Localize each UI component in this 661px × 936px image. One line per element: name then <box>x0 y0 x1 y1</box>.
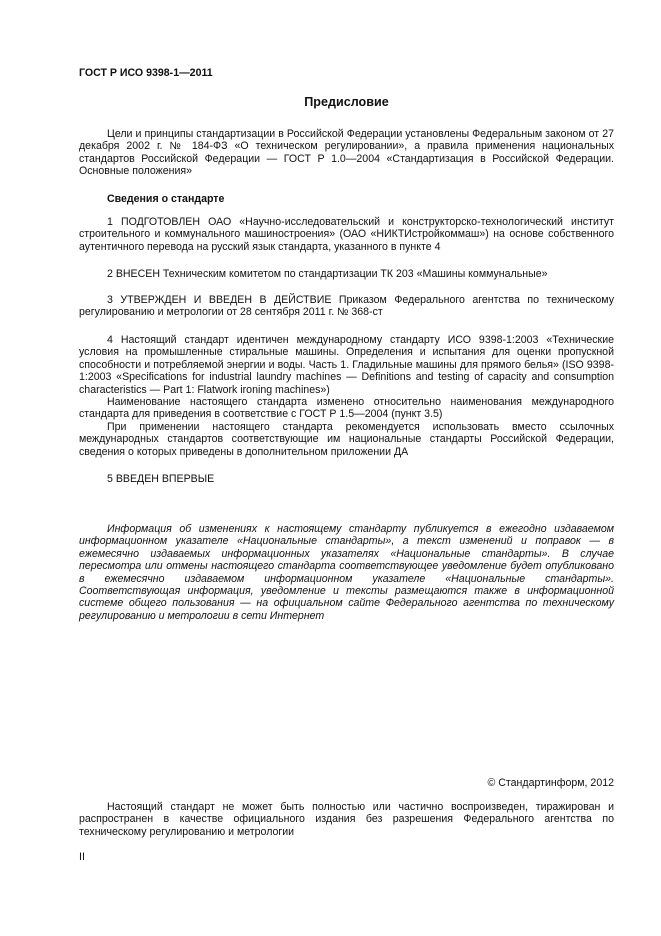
item-5-block <box>79 473 614 485</box>
info-notice-paragraph: Информация об изменениях к настоящему стандарту публикуется в ежегодно издаваемом информационном указателе «Национальные стандарты», а текст изменений и поправок — в ежемесячно издаваемых информационных указателях «Национальные стандарты». В случае пересмотра или отмены настоящего стандарта соответствующее уведомление будет опубликовано в ежемесячно издаваемом информационном указателе «Национальные стандарты». Соответствующая информация, уведомление и тексты размещаются также в информационной системе общего пользования — на официальном сайте Федерального агентства по техническому регулированию и метрологии в сети Интернет <box>79 523 614 622</box>
item-4-paragraph: 4 Настоящий стандарт идентичен международному стандарту ИСО 9398-1:2003 «Технические условия на промышленные стиральные машины. Определения и испытания для оценки пропускной способности и потребляемой энергии и воды. Часть 1. Гладильные машины для прямого белья» (ISO 9398-1:2003 «Specifications for industrial laundry machines — Definitions and testing of capacity and consumption characteristics — Part 1: Flatwork ironing machines») <box>79 334 614 396</box>
reproduction-notice-paragraph: Настоящий стандарт не может быть полностью или частично воспроизведен, тиражирован и распространен в качестве официального издания без разрешения Федерального агентства по техническому регулированию и метрологии <box>79 801 614 838</box>
info-notice-block <box>79 523 614 622</box>
item-4-block <box>79 334 614 458</box>
item-3-paragraph: 3 УТВЕРЖДЕН И ВВЕДЕН В ДЕЙСТВИЕ Приказом Федерального агентства по техническому регулированию и метрологии от 28 сентября 2011 г. № 368-ст <box>79 294 614 319</box>
item-1-block <box>79 216 614 253</box>
item-5-paragraph: 5 ВВЕДЕН ВПЕРВЫЕ <box>107 473 215 485</box>
document-id-header: ГОСТ Р ИСО 9398-1—2011 <box>79 67 213 79</box>
item-4-name-note: Наименование настоящего стандарта изменено относительно наименования международного стандарта для приведения в соответствие с ГОСТ Р 1.5—2004 (пункт 3.5) <box>79 396 614 421</box>
section-heading-block <box>79 193 614 205</box>
item-1-paragraph: 1 ПОДГОТОВЛЕН ОАО «Научно-исследовательский и конструкторско-технологический институт строительного и коммунального машиностроения» (ОАО «НИКТИстройкоммаш») на основе собственного аутентичного перевода на русский язык стандарта, указанного в пункте 4 <box>79 216 614 253</box>
item-3-block <box>79 294 614 319</box>
intro-paragraph: Цели и принципы стандартизации в Российской Федерации установлены Федеральным законом от 27 декабря 2002 г. № 184-ФЗ «О техническом регулировании», а правила применения национальных стандартов Российской Федерации — ГОСТ Р 1.0—2004 «Стандартизация в Российской Федерации. Основные положения» <box>79 128 614 178</box>
item-4-reference-note: При применении настоящего стандарта рекомендуется использовать вместо ссылочных международных стандартов соответствующие им национальные стандарты Российской Федерации, сведения о которых приведены в дополнительном приложении ДА <box>79 420 614 458</box>
copyright-notice: © Стандартинформ, 2012 <box>487 777 614 789</box>
intro-block <box>79 128 614 178</box>
reproduction-notice-block <box>79 801 614 838</box>
section-title: Сведения о стандарте <box>107 193 225 205</box>
page-title: Предисловие <box>304 95 389 109</box>
item-2-paragraph: 2 ВНЕСЕН Техническим комитетом по стандартизации ТК 203 «Машины коммунальные» <box>107 268 548 280</box>
page-number: II <box>79 851 85 863</box>
item-2-block <box>79 268 614 280</box>
